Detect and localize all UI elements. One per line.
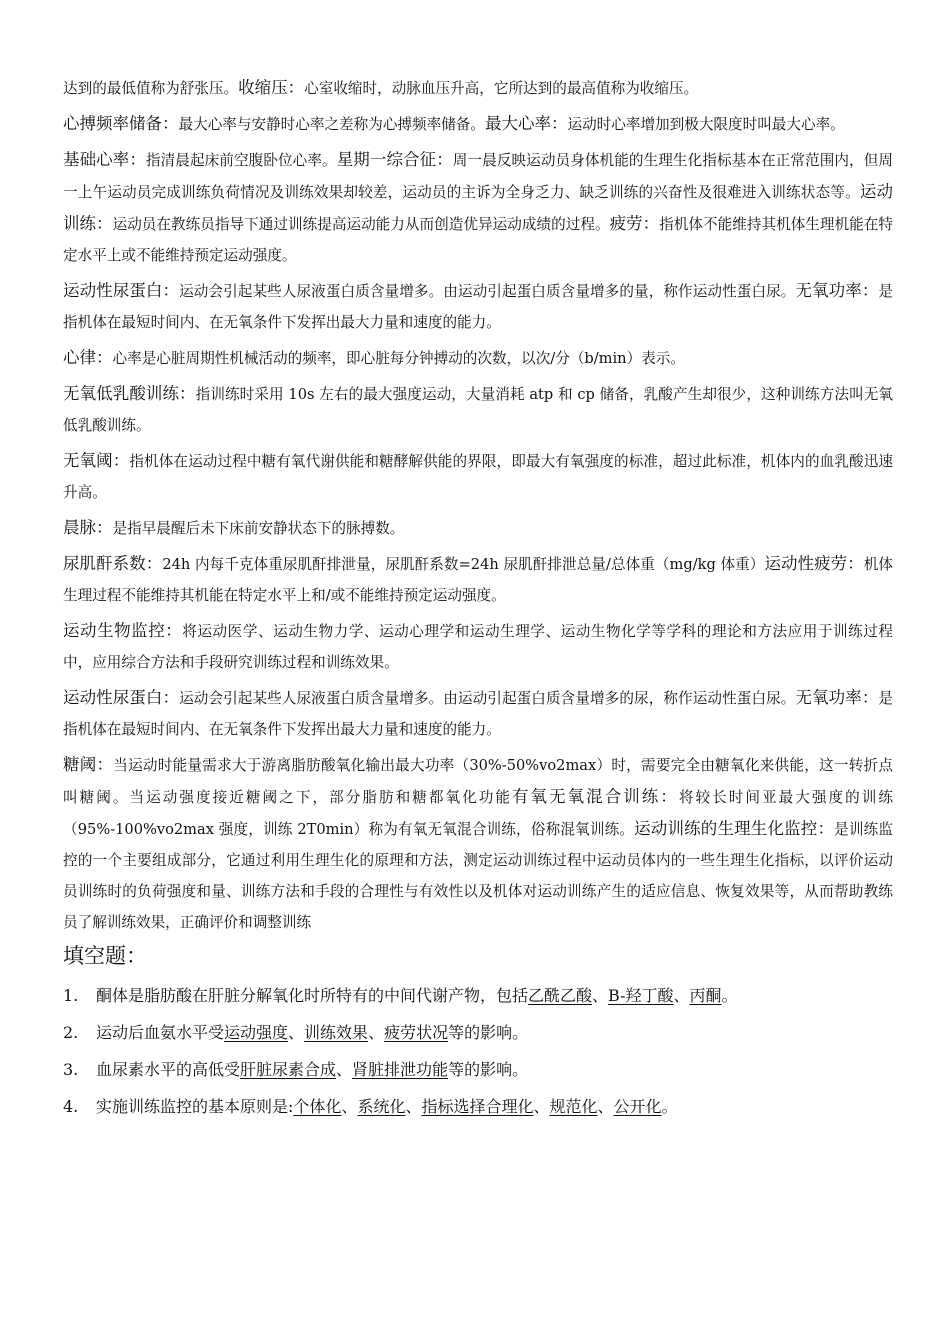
fill-in-item [63, 1091, 893, 1122]
body-text: 、 [341, 1097, 358, 1116]
body-text: 是指早晨醒后未下床前安静状态下的脉搏数。 [112, 520, 405, 537]
term-label: 运动生物监控： [63, 621, 183, 640]
term-label: 有氧无氧混合训练： [512, 787, 679, 806]
body-text: 血尿素水平的高低受 [96, 1060, 241, 1079]
body-text: 达到的最低值称为舒张压。 [63, 80, 239, 97]
definition-paragraph [63, 378, 893, 441]
body-text: 周一晨反映运动员身体机能的生理生化指标基本在正常范围内，但周一上午运动员完成训练负荷情况及训练效果却较差，运动员的主诉为全身乏力、缺乏训练的兴奋性及很难进入训练状态等。 [63, 152, 893, 201]
body-text: 运动员在教练员指导下通过训练提高运动能力从而创造优异运动成绩的过程。 [112, 216, 610, 233]
body-text: 酮体是脂肪酸在肝脏分解氧化时所特有的中间代谢产物，包括 [96, 986, 529, 1005]
fill-in-item [63, 1017, 893, 1048]
answer-blank: 系统化 [357, 1097, 406, 1116]
body-text: 指训练时采用 10s 左右的最大强度运动，大量消耗 atp 和 cp 储备，乳酸产生却很少，这种训练方法叫无氧低乳酸训练。 [63, 386, 894, 434]
term-label: 收缩压： [238, 78, 305, 97]
body-text: 运动会引起某些人尿液蛋白质含量增多。由运动引起蛋白质含量增多的量，称作运动性蛋白尿。 [179, 283, 796, 300]
answer-blank: 肝脏尿素合成 [240, 1060, 337, 1079]
term-label: 心律： [63, 348, 113, 367]
term-label: 疲劳： [609, 214, 660, 233]
definition-paragraph [63, 615, 893, 678]
term-label: 基础心率： [63, 150, 146, 169]
term-label: 最大心率： [484, 114, 568, 133]
body-text: 24h 内每千克体重尿肌酐排泄量，尿肌酐系数=24h 尿肌酐排泄总量/总体重（mg/kg 体重） [162, 556, 765, 573]
body-text: 最大心率与安静时心率之差称为心搏频率储备。 [178, 116, 485, 133]
fill-in-heading: 填空题： [63, 944, 147, 968]
body-text: 。 [721, 986, 738, 1005]
answer-blank: 训练效果 [304, 1023, 369, 1042]
body-text: 。 [661, 1097, 678, 1116]
answer-blank: 丙酮 [689, 986, 722, 1005]
body-text: 是训练监控的一个主要组成部分，它通过利用生理生化的原理和方法，测定运动训练过程中运动员体内的一些生理生化指标，以评价运动员训练时的负荷强度和量、训练方法和手段的合理性与有效性以及机体对运动训练产生的适应信息、恢复效果等，从而帮助教练员了解训练效果，正确评价和调整训练 [63, 821, 893, 931]
term-label: 晨脉： [63, 518, 113, 537]
body-text: 实施训练监控的基本原则是: [96, 1097, 294, 1116]
definition-paragraph [63, 445, 893, 508]
answer-blank: 规范化 [549, 1097, 598, 1116]
term-label: 运动训练的生理生化监控： [634, 819, 835, 838]
body-text: 心室收缩时，动脉血压升高，它所达到的最高值称为收缩压。 [304, 80, 699, 97]
definition-paragraph [63, 342, 893, 374]
body-text: 是指机体在最短时间内、在无氧条件下发挥出最大力量和速度的能力。 [63, 283, 894, 331]
term-label: 心搏频率储备： [63, 114, 179, 133]
term-label: 星期一综合征： [336, 150, 453, 169]
answer-blank: 指标选择合理化 [421, 1097, 534, 1116]
term-label: 糖阈： [63, 755, 114, 774]
item-number: 2. [63, 1023, 79, 1042]
body-text: 当运动时能量需求大于游离脂肪酸氧化输出最大功率（30%-50%vo2max）时，需要完全由糖氧化来供能，这一转折点叫糖阈。当运动强度接近糖阈之下，部分脂肪和糖都氧化功能 [63, 757, 893, 806]
body-text: 、 [592, 986, 609, 1005]
body-text: 机体生理过程不能维持其机能在特定水平上和/或不能维持预定运动强度。 [63, 556, 893, 604]
definitions-section [63, 72, 893, 938]
term-label: 尿肌酐系数： [63, 554, 163, 573]
body-text: 、 [405, 1097, 422, 1116]
definition-paragraph [63, 144, 893, 271]
term-label: 无氧低乳酸训练： [63, 384, 196, 403]
item-text [96, 1017, 528, 1048]
body-text: 、 [288, 1023, 305, 1042]
body-text: 运动时心率增加到极大限度时叫最大心率。 [567, 116, 845, 133]
term-label: 无氧功率： [795, 281, 879, 300]
answer-blank: 个体化 [293, 1097, 342, 1116]
definition-paragraph [63, 682, 893, 745]
term-label: 运动性尿蛋白： [63, 281, 180, 300]
definition-paragraph [63, 749, 893, 938]
body-text: 将运动医学、运动生物力学、运动心理学和运动生理学、运动生物化学等学科的理论和方法应用于训练过程中，应用综合方法和手段研究训练过程和训练效果。 [63, 623, 893, 671]
item-number: 1. [63, 986, 79, 1005]
body-text: 、 [673, 986, 690, 1005]
body-text: 指机体不能维持其机体生理机能在特定水平上或不能维持预定运动强度。 [63, 216, 893, 264]
fill-in-item [63, 980, 893, 1011]
body-text: 、 [368, 1023, 385, 1042]
answer-blank: B-羟丁酸 [608, 986, 674, 1005]
item-number: 4. [63, 1097, 79, 1116]
term-label: 运动性尿蛋白： [63, 688, 180, 707]
document-page [63, 72, 893, 1128]
body-text: 心率是心脏周期性机械活动的频率，即心脏每分钟搏动的次数，以次/分（b/min）表示。 [112, 350, 685, 367]
definition-paragraph [63, 512, 893, 544]
body-text: 、 [336, 1060, 353, 1079]
answer-blank: 乙酰乙酸 [528, 986, 593, 1005]
definition-paragraph [63, 108, 893, 140]
answer-blank: 运动强度 [224, 1023, 289, 1042]
fill-in-section [63, 980, 893, 1122]
body-text: 等的影响。 [448, 1060, 529, 1079]
item-text [96, 980, 738, 1011]
body-text: 运动后血氨水平受 [96, 1023, 225, 1042]
item-text [96, 1091, 678, 1122]
fill-in-item [63, 1054, 893, 1085]
term-label: 无氧阈： [63, 451, 130, 470]
answer-blank: 疲劳状况 [384, 1023, 449, 1042]
body-text: 是指机体在最短时间内、在无氧条件下发挥出最大力量和速度的能力。 [63, 690, 894, 738]
item-number: 3. [63, 1060, 79, 1079]
answer-blank: 肾脏排泄功能 [352, 1060, 449, 1079]
definition-paragraph [63, 72, 893, 104]
body-text: 指机体在运动过程中糖有氧代谢供能和糖酵解供能的界限，即最大有氧强度的标准，超过此标准，机体内的血乳酸迅速升高。 [63, 453, 893, 501]
body-text: 、 [533, 1097, 550, 1116]
body-text: 等的影响。 [448, 1023, 529, 1042]
item-text [96, 1054, 528, 1085]
body-text: 运动会引起某些人尿液蛋白质含量增多。由运动引起蛋白质含量增多的尿，称作运动性蛋白尿。 [179, 690, 796, 707]
body-text: 、 [597, 1097, 614, 1116]
body-text: 将较长时间亚最大强度的训练（95%-100%vo2max 强度，训练 2T0min）称为有氧无氧混合训练，俗称混氧训练。 [63, 789, 893, 838]
term-label: 无氧功率： [795, 688, 879, 707]
term-label: 运动训练： [63, 182, 893, 233]
definition-paragraph [63, 275, 893, 338]
answer-blank: 公开化 [613, 1097, 662, 1116]
body-text: 指清晨起床前空腹卧位心率。 [145, 152, 337, 169]
term-label: 运动性疲劳： [764, 554, 864, 573]
definition-paragraph [63, 548, 893, 611]
